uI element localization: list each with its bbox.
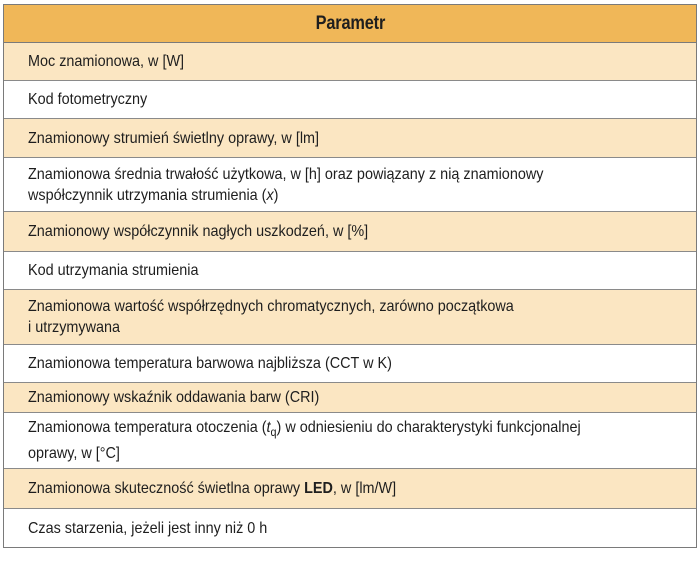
row-text-pre: Znamionowa skuteczność świetlna oprawy xyxy=(28,480,305,497)
row-text: Kod fotometryczny xyxy=(28,91,148,108)
table-row xyxy=(4,383,696,413)
row-text xyxy=(28,478,611,499)
table-row xyxy=(4,158,696,212)
row-text-line-2-end: ) xyxy=(273,186,279,204)
row-text: Znamionowa temperatura barwowa najbliższa (CCT w K) xyxy=(28,355,392,372)
row-text-post: , w [lm/W] xyxy=(332,480,397,497)
table-header xyxy=(4,5,696,43)
row-text-line-1-end: ) w odniesieniu do charakterystyki funkcjonalnej xyxy=(276,418,581,436)
table-row xyxy=(4,290,696,345)
row-text-bold-led: LED xyxy=(304,480,333,497)
parameters-table xyxy=(3,4,697,548)
row-text-line-1: Znamionowa temperatura otoczenia ( xyxy=(28,418,267,436)
row-text-line-2: współczynnik utrzymania strumienia ( xyxy=(28,186,267,204)
row-text-line-2: oprawy, w [°C] xyxy=(28,445,120,463)
header-label: Parametr xyxy=(315,12,385,34)
variable-x: x xyxy=(266,186,274,204)
table-row xyxy=(4,345,696,383)
row-text-line-2: i utrzymywana xyxy=(28,319,121,336)
table-row xyxy=(4,509,696,547)
table-row xyxy=(4,119,696,158)
table-row xyxy=(4,212,696,252)
table-row xyxy=(4,413,696,469)
table-row xyxy=(4,81,696,119)
row-text xyxy=(28,417,611,464)
subscript-q: q xyxy=(270,425,277,440)
row-text: Znamionowy współczynnik nagłych uszkodzeń, w [%] xyxy=(28,223,369,240)
table-row xyxy=(4,43,696,81)
variable-t: t xyxy=(266,418,271,436)
row-text-line-1: Znamionowa wartość współrzędnych chromatycznych, zarówno początkowa xyxy=(28,298,514,315)
row-text: Kod utrzymania strumienia xyxy=(28,262,199,279)
table-row xyxy=(4,469,696,509)
row-text xyxy=(28,296,611,338)
row-text: Znamionowy strumień świetlny oprawy, w [lm] xyxy=(28,129,320,147)
row-text-line-1: Znamionowa średnia trwałość użytkowa, w [h] oraz powiązany z nią znamionowy xyxy=(28,165,544,183)
row-text: Moc znamionowa, w [W] xyxy=(28,53,185,70)
row-text: Czas starzenia, jeżeli jest inny niż 0 h xyxy=(28,519,268,537)
table-row xyxy=(4,252,696,290)
row-text: Znamionowy wskaźnik oddawania barw (CRI) xyxy=(28,389,320,406)
row-text xyxy=(28,164,611,206)
